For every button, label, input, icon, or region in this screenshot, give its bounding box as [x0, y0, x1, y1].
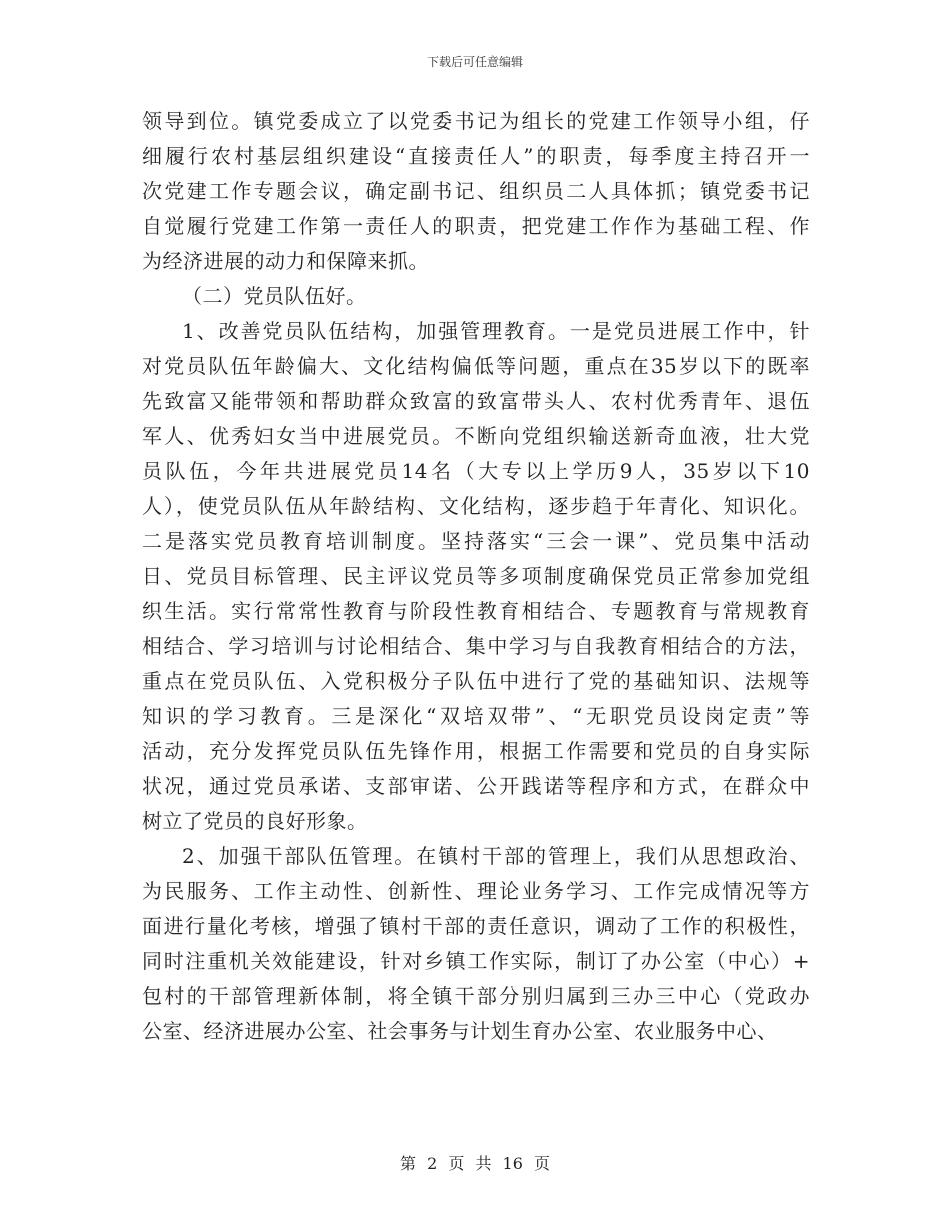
- text-line: 知识的学习教育。三是深化“双培双带”、“无职党员设岗定责”等: [142, 704, 810, 728]
- text-line: 二是落实党员教育培训制度。坚持落实“三会一课”、党员集中活动: [142, 529, 810, 553]
- paragraph: [142, 104, 810, 279]
- text-line: 重点在党员队伍、入党积极分子队伍中进行了党的基础知识、法规等: [142, 669, 810, 693]
- text-line: 织生活。实行常常性教育与阶段性教育相结合、专题教育与常规教育: [142, 599, 810, 623]
- page-header: 下载后可任意编辑: [426, 55, 523, 69]
- text-line: 树立了党员的良好形象。: [142, 809, 368, 833]
- text-line: 先致富又能带领和帮助群众致富的致富带头人、农村优秀青年、退伍: [142, 389, 810, 413]
- paragraph: [142, 314, 810, 839]
- text-line: 活动，充分发挥党员队伍先锋作用，根据工作需要和党员的自身实际: [142, 739, 810, 763]
- text-line: 同时注重机关效能建设，针对乡镇工作实际，制订了办公室（中心）+: [142, 949, 810, 973]
- text-line: 包村的干部管理新体制，将全镇干部分别归属到三办三中心（党政办: [142, 984, 810, 1008]
- text-line: 为民服务、工作主动性、创新性、理论业务学习、工作完成情况等方: [142, 879, 810, 903]
- text-line: 领导到位。镇党委成立了以党委书记为组长的党建工作领导小组，仔: [142, 109, 810, 133]
- text-line: 军人、优秀妇女当中进展党员。不断向党组织输送新奇血液，壮大党: [142, 424, 810, 448]
- text-line: 人），使党员队伍从年龄结构、文化结构，逐步趋于年青化、知识化。: [142, 494, 810, 518]
- paragraph: [142, 839, 810, 1049]
- text-line: （二）党员队伍好。: [182, 284, 367, 308]
- text-line: 公室、经济进展办公室、社会事务与计划生育办公室、农业服务中心、: [142, 1019, 778, 1043]
- text-line: 相结合、学习培训与讨论相结合、集中学习与自我教育相结合的方法，: [142, 634, 810, 658]
- text-line: 对党员队伍年龄偏大、文化结构偏低等问题，重点在35岁以下的既率: [142, 354, 810, 378]
- paragraph: [142, 279, 810, 314]
- document-body: [142, 104, 810, 1049]
- text-line: 自觉履行党建工作第一责任人的职责，把党建工作作为基础工程、作: [142, 214, 810, 238]
- text-line: 状况，通过党员承诺、支部审诺、公开践诺等程序和方式，在群众中: [142, 774, 810, 798]
- text-line: 面进行量化考核，增强了镇村干部的责任意识，调动了工作的积极性，: [142, 914, 810, 938]
- text-line: 2、加强干部队伍管理。在镇村干部的管理上，我们从思想政治、: [182, 844, 810, 868]
- text-line: 细履行农村基层组织建设“直接责任人”的职责，每季度主持召开一: [142, 144, 810, 168]
- page-footer: 第 2 页 共 16 页: [400, 1154, 550, 1173]
- text-line: 1、改善党员队伍结构，加强管理教育。一是党员进展工作中，针: [182, 319, 810, 343]
- text-line: 日、党员目标管理、民主评议党员等多项制度确保党员正常参加党组: [142, 564, 810, 588]
- text-line: 次党建工作专题会议，确定副书记、组织员二人具体抓；镇党委书记: [142, 179, 810, 203]
- text-line: 员队伍，今年共进展党员14名（大专以上学历9人，35岁以下10: [142, 459, 810, 483]
- text-line: 为经济进展的动力和保障来抓。: [142, 249, 429, 273]
